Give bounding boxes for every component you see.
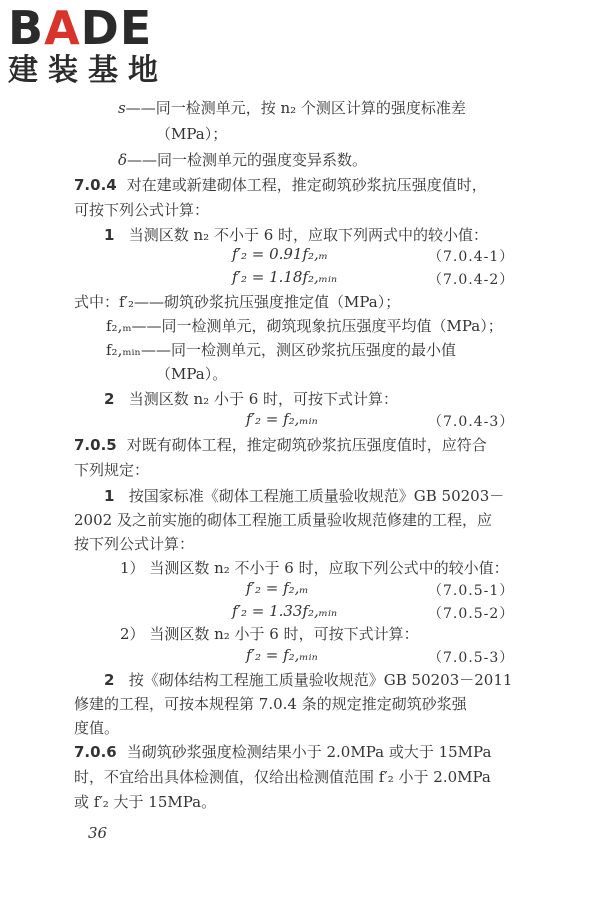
- where-f2min-unit: （MPa）。: [156, 365, 228, 383]
- formula-7-0-4-2: f′₂ = 1.18f₂,ₘᵢₙ: [232, 268, 338, 286]
- c704-item-2: 2 当测区数 n₂ 小于 6 时，可按下式计算：: [104, 390, 399, 408]
- logo-cjk-text: 建装基地: [8, 53, 168, 88]
- clause-7-0-4: 7.0.4 对在建或新建砌体工程，推定砌筑砂浆抗压强度值时，: [74, 176, 487, 194]
- eqno-7-0-4-3: （7.0.4-3）: [428, 414, 515, 430]
- eqno-7-0-4-2: （7.0.4-2）: [428, 272, 515, 288]
- clause-7-0-4-cont: 可按下列公式计算：: [74, 201, 210, 219]
- where-f2min: f₂,ₘᵢₙ——同一检测单元，测区砂浆抗压强度的最小值: [106, 341, 457, 359]
- formula-7-0-4-1: f′₂ = 0.91f₂,ₘ: [232, 245, 329, 263]
- logo-latin-text: BADE: [8, 1, 153, 55]
- formula-7-0-5-2: f′₂ = 1.33f₂,ₘᵢₙ: [232, 602, 338, 620]
- c704-item-1: 1 当测区数 n₂ 不小于 6 时，应取下列两式中的较小值：: [104, 226, 489, 244]
- eqno-7-0-4-1: （7.0.4-1）: [428, 249, 515, 265]
- c705-item-2: 2 按《砌体结构工程施工质量验收规范》GB 50203－2011: [104, 671, 513, 689]
- eqno-7-0-5-3: （7.0.5-3）: [428, 650, 515, 666]
- c705-item-1-cont2: 按下列公式计算：: [74, 535, 195, 553]
- eqno-7-0-5-1: （7.0.5-1）: [428, 583, 515, 599]
- def-delta: δ——同一检测单元的强度变异系数。: [118, 151, 368, 169]
- clause-7-0-6-cont: 时，不宜给出具体检测值，仅给出检测值范围 f′₂ 小于 2.0MPa: [74, 768, 491, 786]
- c705-item-2-cont2: 度值。: [74, 719, 120, 737]
- c705-item-2-cont: 修建的工程，可按本规程第 7.0.4 条的规定推定砌筑砂浆强: [74, 695, 467, 713]
- c705-item-1: 1 按国家标准《砌体工程施工质量验收规范》GB 50203－: [104, 487, 505, 505]
- page-number: 36: [88, 824, 108, 842]
- where-f2: 式中：f′₂——砌筑砂浆抗压强度推定值（MPa）；: [74, 293, 401, 311]
- clause-7-0-5-cont: 下列规定：: [74, 461, 150, 479]
- def-s-unit: （MPa）；: [156, 125, 228, 143]
- where-f2m: f₂,ₘ——同一检测单元，砌筑现象抗压强度平均值（MPa）；: [106, 317, 503, 335]
- formula-7-0-5-1: f′₂ = f₂,ₘ: [246, 579, 309, 597]
- clause-7-0-5: 7.0.5 对既有砌体工程，推定砌筑砂浆抗压强度值时，应符合: [74, 436, 487, 454]
- clause-7-0-6: 7.0.6 当砌筑砂浆强度检测结果小于 2.0MPa 或大于 15MPa: [74, 743, 492, 761]
- bade-logo: [8, 1, 168, 88]
- formula-7-0-5-3: f′₂ = f₂,ₘᵢₙ: [246, 646, 318, 664]
- eqno-7-0-5-2: （7.0.5-2）: [428, 606, 515, 622]
- c705-sub-2: 2） 当测区数 n₂ 小于 6 时，可按下式计算：: [120, 625, 419, 643]
- formula-7-0-4-3: f′₂ = f₂,ₘᵢₙ: [246, 410, 318, 428]
- c705-sub-1: 1） 当测区数 n₂ 不小于 6 时，应取下列公式中的较小值：: [120, 559, 509, 577]
- c705-item-1-cont: 2002 及之前实施的砌体工程施工质量验收规范修建的工程，应: [74, 511, 492, 529]
- clause-7-0-6-cont2: 或 f′₂ 大于 15MPa。: [74, 793, 217, 811]
- def-s: s——同一检测单元，按 n₂ 个测区计算的强度标准差: [118, 99, 466, 117]
